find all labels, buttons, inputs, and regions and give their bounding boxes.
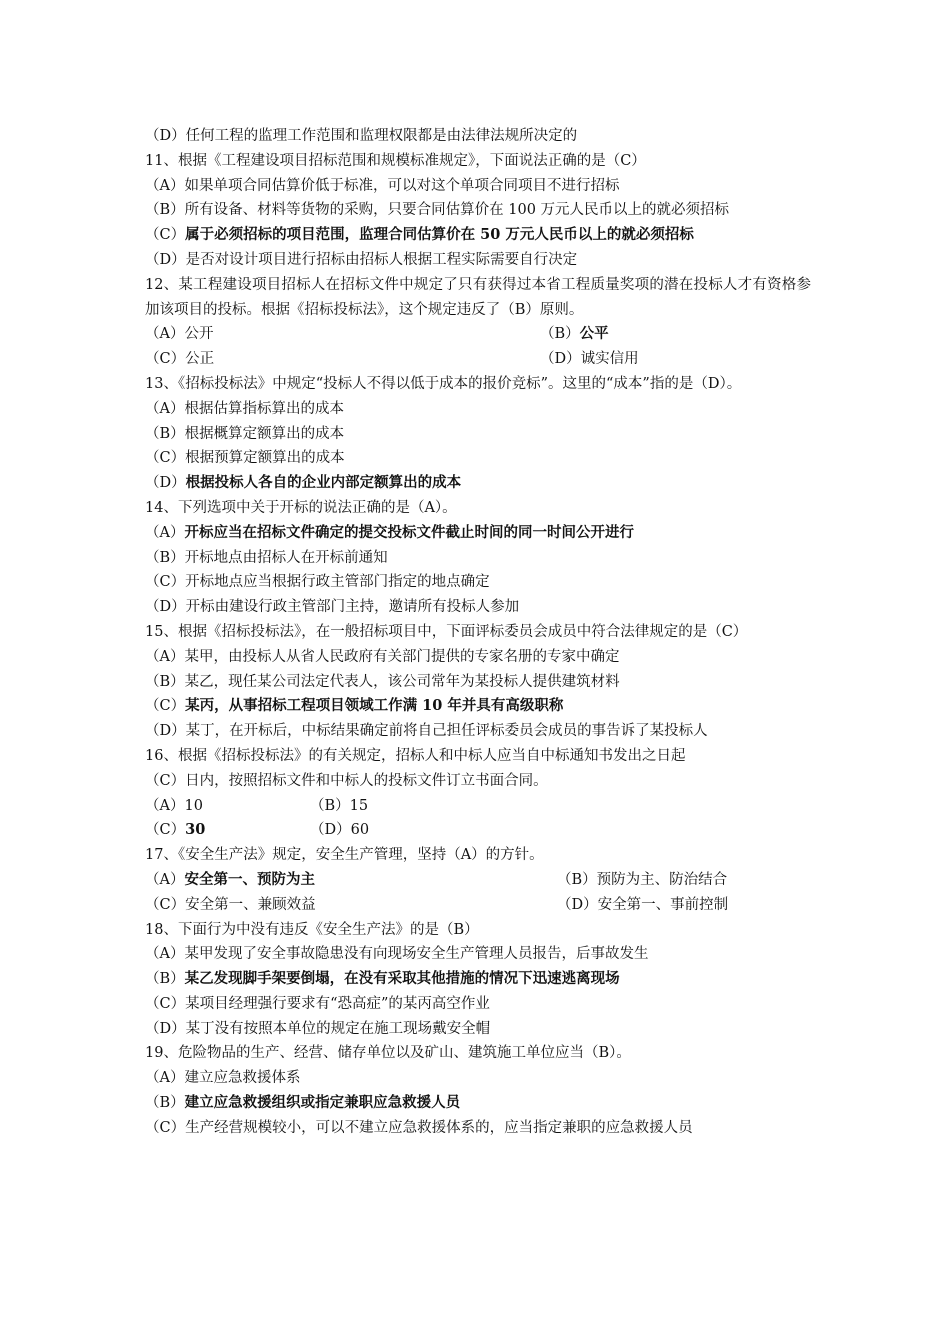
q16-option-c xyxy=(145,818,310,843)
q15-stem: 15、根据《招标投标法》，在一般招标项目中，下面评标委员会成员中符合法律规定的是（C） xyxy=(145,623,748,640)
q18-option-b xyxy=(145,967,811,992)
q13-option-d xyxy=(145,471,811,496)
q11-answer-text: 属于必须招标的项目范围，监理合同估算价在 50 万元人民币以上的就必须招标 xyxy=(185,226,694,244)
q15-option-a: （A）某甲，由投标人从省人民政府有关部门提供的专家名册的专家中确定 xyxy=(145,648,620,665)
option-prefix: （B） xyxy=(145,1095,185,1112)
q15-option-b: （B）某乙，现任某公司法定代表人，该公司常年为某投标人提供建筑材料 xyxy=(145,673,620,690)
q12-answer-text: 公平 xyxy=(579,325,609,343)
q17-stem: 17、《安全生产法》规定，安全生产管理，坚持（A）的方针。 xyxy=(145,847,544,864)
q12-option-a: （A）公开 xyxy=(145,326,214,343)
q12-options-row-1 xyxy=(145,322,811,347)
q14-answer-text: 开标应当在招标文件确定的提交投标文件截止时间的同一时间公开进行 xyxy=(184,523,634,541)
q10-option-d: （D）任何工程的监理工作范围和监理权限都是由法律法规所决定的 xyxy=(145,128,578,144)
q11-option-d: （D）是否对设计项目进行招标由招标人根据工程实际需要自行决定 xyxy=(145,251,578,268)
q18-option-c: （C）某项目经理强行要求有“恐高症”的某丙高空作业 xyxy=(145,995,490,1012)
option-prefix: （B） xyxy=(145,971,185,988)
option-prefix: （A） xyxy=(145,871,185,888)
option-prefix: （B） xyxy=(540,326,580,343)
q15-option-d: （D）某丁，在开标后，中标结果确定前将自己担任评标委员会成员的事告诉了某投标人 xyxy=(145,723,708,740)
q14-option-b: （B）开标地点由招标人在开标前通知 xyxy=(145,549,388,566)
q12-option-d: （D）诚实信用 xyxy=(540,351,639,368)
q11-option-a: （A）如果单项合同估算价低于标准，可以对这个单项合同项目不进行招标 xyxy=(145,177,620,194)
q16-option-a: （A）10 xyxy=(145,797,203,814)
q17-option-a xyxy=(145,868,557,893)
q17-options-row-1 xyxy=(145,868,811,893)
q17-options-row-2 xyxy=(145,893,811,918)
q16-option-b: （B）15 xyxy=(310,797,369,814)
q19-stem: 19、危险物品的生产、经营、储存单位以及矿山、建筑施工单位应当（B）。 xyxy=(145,1045,631,1062)
q14-option-c: （C）开标地点应当根据行政主管部门指定的地点确定 xyxy=(145,574,490,591)
q14-option-a xyxy=(145,521,811,546)
option-prefix: （D） xyxy=(145,475,186,492)
option-prefix: （C） xyxy=(145,698,186,715)
q11-option-c xyxy=(145,223,811,248)
q12-option-c: （C）公正 xyxy=(145,351,215,368)
q15-answer-text: 某丙，从事招标工程项目领域工作满 10 年并具有高级职称 xyxy=(185,697,564,715)
option-prefix: （C） xyxy=(145,227,186,244)
q18-answer-text: 某乙发现脚手架要倒塌，在没有采取其他措施的情况下迅速逃离现场 xyxy=(184,970,620,988)
q13-option-a: （A）根据估算指标算出的成本 xyxy=(145,400,344,417)
q18-option-a: （A）某甲发现了安全事故隐患没有向现场安全生产管理人员报告，后事故发生 xyxy=(145,946,649,963)
q17-option-d: （D）安全第一、事前控制 xyxy=(557,896,729,913)
q16-stem-line-2: （C）日内，按照招标文件和中标人的投标文件订立书面合同。 xyxy=(145,772,548,789)
option-prefix: （C） xyxy=(145,822,186,839)
q17-option-c: （C）安全第一、兼顾效益 xyxy=(145,896,316,913)
q13-option-c: （C）根据预算定额算出的成本 xyxy=(145,450,345,467)
q14-option-d: （D）开标由建设行政主管部门主持，邀请所有投标人参加 xyxy=(145,599,520,616)
q15-option-c xyxy=(145,694,811,719)
q13-stem: 13、《招标投标法》中规定“投标人不得以低于成本的报价竞标”。这里的“成本”指的是（D）。 xyxy=(145,375,742,392)
q16-answer-text: 30 xyxy=(185,821,206,839)
q19-option-b xyxy=(145,1091,811,1116)
q12-stem: 12、某工程建设项目招标人在招标文件中规定了只有获得过本省工程质量奖项的潜在投标人才有资格参加该项目的投标。根据《招标投标法》，这个规定违反了（B）原则。 xyxy=(145,276,811,318)
q13-option-b: （B）根据概算定额算出的成本 xyxy=(145,425,345,442)
document-page xyxy=(145,124,811,1141)
q16-options-row-1 xyxy=(145,794,811,819)
q17-option-b: （B）预防为主、防治结合 xyxy=(557,871,728,888)
q11-option-b: （B）所有设备、材料等货物的采购，只要合同估算价在 100 万元人民币以上的就必须招标 xyxy=(145,202,730,219)
q18-stem: 18、下面行为中没有违反《安全生产法》的是（B） xyxy=(145,921,479,938)
q17-answer-text: 安全第一、预防为主 xyxy=(184,870,315,888)
q16-options-row-2 xyxy=(145,818,811,843)
q19-option-a: （A）建立应急救援体系 xyxy=(145,1070,301,1087)
q19-answer-text: 建立应急救援组织或指定兼职应急救援人员 xyxy=(184,1094,461,1112)
q13-answer-text: 根据投标人各自的企业内部定额算出的成本 xyxy=(185,474,462,492)
q12-options-row-2 xyxy=(145,347,811,372)
q14-stem: 14、下列选项中关于开标的说法正确的是（A）。 xyxy=(145,499,457,516)
q12-option-b xyxy=(540,322,609,347)
q19-option-c: （C）生产经营规模较小，可以不建立应急救援体系的，应当指定兼职的应急救援人员 xyxy=(145,1119,693,1136)
q11-stem: 11、根据《工程建设项目招标范围和规模标准规定》，下面说法正确的是（C） xyxy=(145,152,646,169)
q16-option-d: （D）60 xyxy=(310,822,370,839)
q18-option-d: （D）某丁没有按照本单位的规定在施工现场戴安全帽 xyxy=(145,1020,491,1037)
option-prefix: （A） xyxy=(145,524,185,541)
q16-stem-line-1: 16、根据《招标投标法》的有关规定，招标人和中标人应当自中标通知书发出之日起 xyxy=(145,747,686,764)
